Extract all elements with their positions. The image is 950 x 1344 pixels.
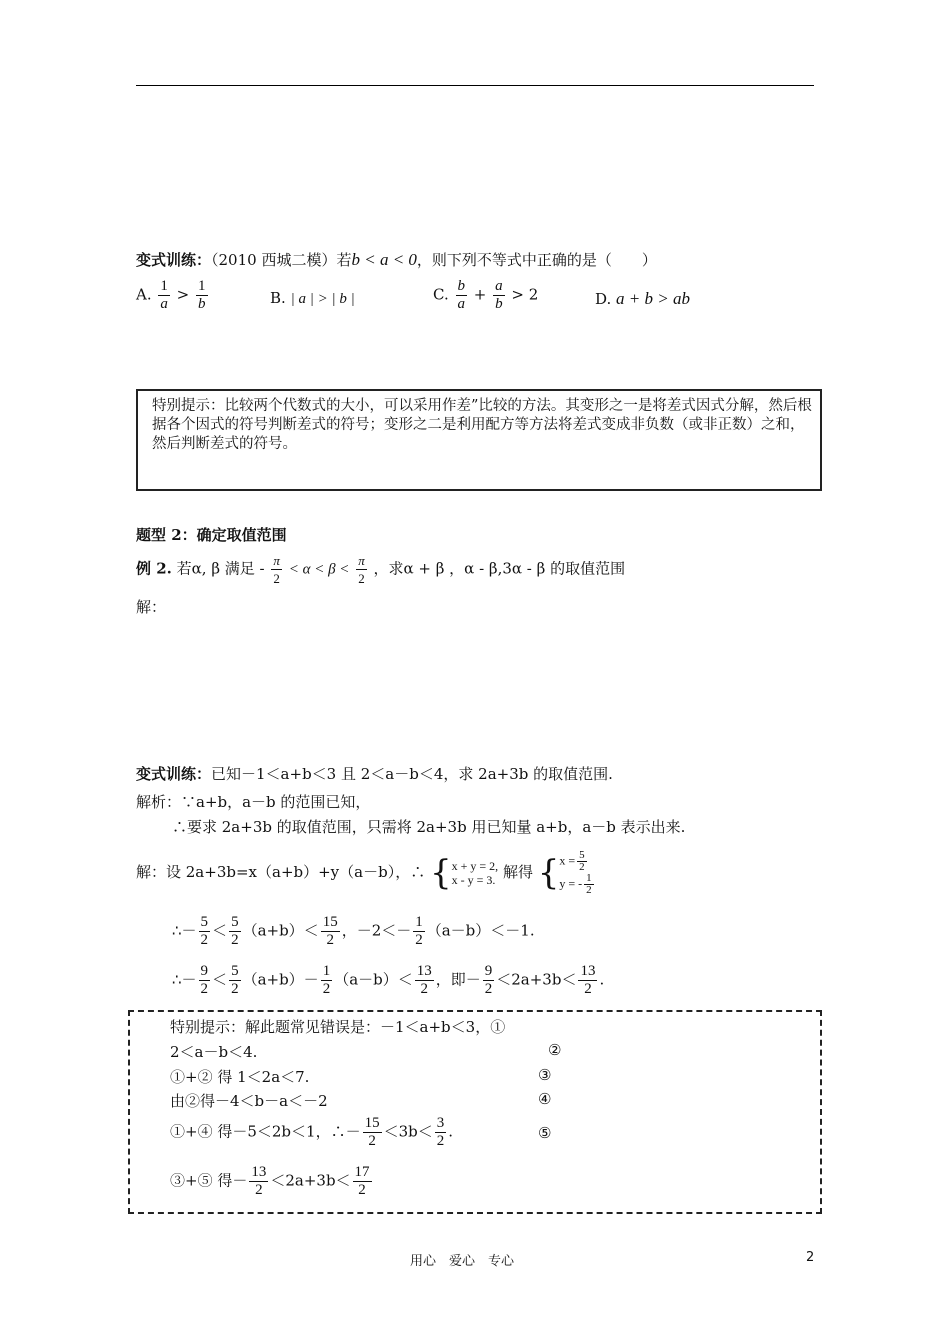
brace: { [537, 853, 560, 893]
relation: > 2 [511, 285, 539, 304]
option-d-expr: a + b > ab [616, 289, 690, 308]
tip-box [136, 389, 822, 491]
solution-setup [136, 850, 596, 896]
page-number: 2 [806, 1250, 815, 1265]
option-c-label: C. [433, 285, 449, 304]
option-a [136, 278, 210, 313]
solution-system: x = $\frac{5}{2}$ y = - $\frac{1}{2}$ [559, 849, 592, 896]
analysis-line-1: 解析：∵a+b，a－b 的范围已知， [136, 793, 371, 811]
derivation-line-1: ∴－ $\frac{5}{2}$ ＜ $\frac{5}{2}$ （a+b）＜ $\frac{15}{2}$ ，－2＜－ $\frac{1}{2}$ （a－b）＜－1. [172, 914, 535, 948]
derivation-line-2: ∴－ $\frac{9}{2}$ ＜ $\frac{5}{2}$ （a+b）－ $\frac{1}{2}$ （a－b）＜ $\frac{13}{2}$ ，即－ $\frac{9}{2}$ ＜2a+3b＜ $\frac{13}{2}$ . [172, 963, 605, 997]
variant-question-2 [136, 763, 613, 784]
solution-prefix: 解：设 2a+3b=x（a+b）+y（a－b），∴ [136, 863, 426, 881]
section-title: 题型 2：确定取值范围 [136, 526, 287, 544]
tip2-line-6: ③+⑤ 得－ $\frac{13}{2}$ ＜2a+3b＜ $\frac{17}{2}$ [170, 1164, 370, 1198]
fraction: $\frac{a}{b}$ [495, 278, 503, 312]
example-text: 若α, β 满足 - [176, 559, 265, 578]
option-b-expr: | a | > | b | [290, 291, 355, 307]
equation-system: x + y = 2, x - y = 3. [451, 859, 499, 887]
example-2 [136, 552, 625, 587]
tip2-line-4: 由②得－4＜b－a＜－2 [170, 1092, 328, 1110]
variant-question-1 [136, 249, 657, 270]
variant-question: ，则下列不等式中正确的是（ ） [416, 251, 657, 269]
solved-label: 解得 [502, 863, 533, 881]
option-c: C. $\frac{b}{a}$ + $\frac{a}{b}$ > 2 [433, 278, 539, 312]
brace: { [429, 853, 452, 893]
marker-5: ⑤ [538, 1124, 552, 1142]
marker-2: ② [548, 1041, 562, 1059]
tip-text: 特别提示：比较两个代数式的大小，可以采用作差”比较的方法。其变形之一是将差式因式分解，然后根据各个因式的符号判断差式的符号；变形之二是利用配方等方法将差式变成非负数（或非正数）之和，然后判断差式的符号。 [152, 398, 812, 452]
variant-text: 已知－1＜a+b＜3 且 2＜a－b＜4，求 2a+3b 的取值范围. [211, 765, 613, 783]
solution-label: 解： [136, 598, 167, 616]
option-b [270, 289, 355, 308]
fraction: $\frac{1}{a}$ [160, 278, 168, 312]
option-b-label: B. [270, 289, 286, 307]
marker-4: ④ [538, 1090, 552, 1108]
fraction: $\frac{1}{b}$ [198, 278, 206, 312]
marker-3: ③ [538, 1066, 552, 1084]
example-inequality: < α < β < [288, 561, 350, 578]
tip2-line-3: ①+② 得 1＜2a＜7. [170, 1068, 310, 1086]
fraction: $\frac{b}{a}$ [457, 278, 465, 312]
analysis-line-2: ∴要求 2a+3b 的取值范围，只需将 2a+3b 用已知量 a+b，a－b 表示出来. [172, 818, 686, 836]
tip2-line-1: 特别提示：解此题常见错误是：－1＜a+b＜3，① [170, 1018, 506, 1036]
option-d-label: D. [595, 290, 612, 308]
example-question: ，求α + β ，α - β,3α - β 的取值范围 [373, 559, 626, 578]
tip2-line-2: 2＜a－b＜4. [170, 1043, 258, 1061]
relation: > [176, 285, 190, 304]
example-label: 例 2. [136, 559, 172, 578]
option-a-label: A. [136, 285, 152, 304]
tip2-line-5: ①+④ 得－5＜2b＜1，∴－ $\frac{15}{2}$ ＜3b＜ $\frac{3}{2}$ . [170, 1115, 454, 1149]
fraction: $\frac{\pi}{2}$ [358, 553, 365, 586]
footer-motto: 用心 爱心 专心 [410, 1254, 515, 1269]
option-d [595, 289, 690, 309]
variant-label: 变式训练： [136, 765, 212, 783]
variant-condition: b < a < 0 [351, 250, 417, 269]
fraction: $\frac{\pi}{2}$ [273, 553, 280, 586]
variant-source: （2010 西城二模）若 [211, 251, 352, 269]
variant-label: 变式训练： [136, 251, 212, 269]
header-rule [136, 85, 814, 86]
